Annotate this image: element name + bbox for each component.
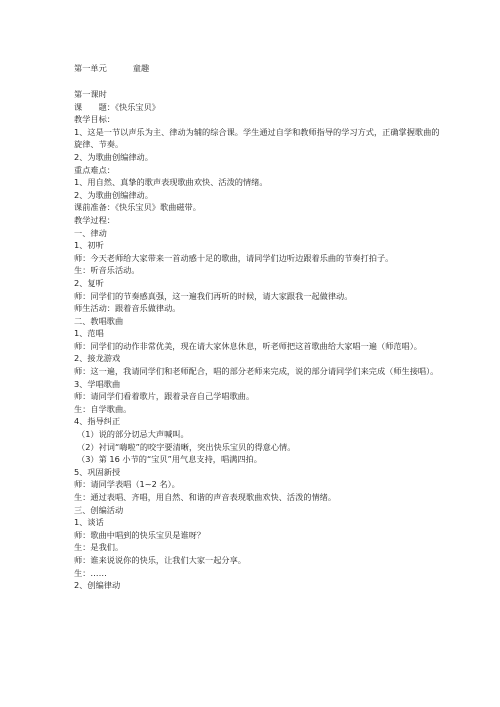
teacher-line: 师：这一遍，我请同学们和老师配合，唱的部分老师来完成，说的部分请同学们来完成（师生接唱）。 [74,366,439,377]
correction-item: （2）衬词“嗨啦”的咬字要清晰，突出快乐宝贝的得意心情。 [77,441,296,452]
student-line: 生：通过表唱、齐唱，用自然、和谐的声音表现歌曲欢快、活泼的情绪。 [74,492,337,502]
key-point-item: 2、为歌曲创编律动。 [74,189,153,200]
step-heading: 2、接龙游戏 [74,353,121,364]
unit-heading [74,62,149,74]
correction-item: （3）第 16 小节的“宝贝”用气息支持，唱满四拍。 [77,454,262,465]
part-heading: 一、律动 [74,227,107,238]
step-heading: 3、学唱歌曲 [74,378,121,389]
lesson-period: 第一课时 [74,89,107,99]
part-heading: 二、教唱歌曲 [74,315,124,326]
step-heading: 1、范唱 [74,328,104,339]
student-line: 生：是我们。 [74,542,124,553]
step-heading: 2、复听 [74,277,104,288]
step-heading: 2、创编律动 [74,580,121,591]
student-line: 生：自学歌曲。 [74,403,132,414]
correction-item: （1）说的部分切忌大声喊叫。 [77,429,189,440]
step-heading: 1、初听 [74,240,104,251]
student-line: 生：…… [74,567,107,578]
teacher-line: 师：请同学们看着歌片，跟着录音自己学唱歌曲。 [74,391,255,402]
key-point-item: 1、用自然、真挚的歌声表现歌曲欢快、活泼的情绪。 [74,177,268,188]
preparation-line: 课前准备：《快乐宝贝》歌曲磁带。 [74,202,201,213]
teacher-line: 师：今天老师给大家带来一首动感十足的歌曲，请同学们边听边跟着乐曲的节奏打拍子。 [74,252,394,263]
teacher-line: 师：同学们的节奏感真强，这一遍我们再听的时候，请大家跟我一起做律动。 [74,290,353,301]
step-heading: 5、巩固新授 [74,466,121,477]
lesson-topic: 课 题：《快乐宝贝》 [74,101,160,112]
objective-item: 2、为歌曲创编律动。 [74,151,153,162]
teacher-line: 师：请同学表唱（1~2 名）。 [74,479,180,490]
objective-item: 1、这是一节以声乐为主、律动为辅的综合课。学生通过自学和教师指导的学习方式，正确掌握歌曲的旋律、节奏。 [74,126,440,150]
section-heading: 教学目标： [74,114,115,125]
student-line: 生：听音乐活动。 [74,265,140,276]
step-heading: 1、谈话 [74,517,104,528]
lesson-plan-body [74,88,444,592]
part-heading: 三、创编活动 [74,504,124,515]
teacher-line: 师：谁来说说你的快乐，让我们大家一起分享。 [74,554,246,565]
step-heading: 4、指导纠正 [74,416,121,427]
unit-theme: 童趣 [132,63,150,73]
unit-label: 第一单元 [74,63,107,73]
section-heading: 重点难点： [74,164,115,175]
section-heading: 教学过程： [74,214,115,225]
activity-line: 师生活动：跟着音乐做律动。 [74,303,181,314]
teacher-line: 师：歌曲中唱到的快乐宝贝是谁呀？ [74,529,206,540]
teacher-line: 师：同学们的动作非常优美，现在请大家休息休息，听老师把这首歌曲给大家唱一遍（师范唱）。 [74,340,422,351]
